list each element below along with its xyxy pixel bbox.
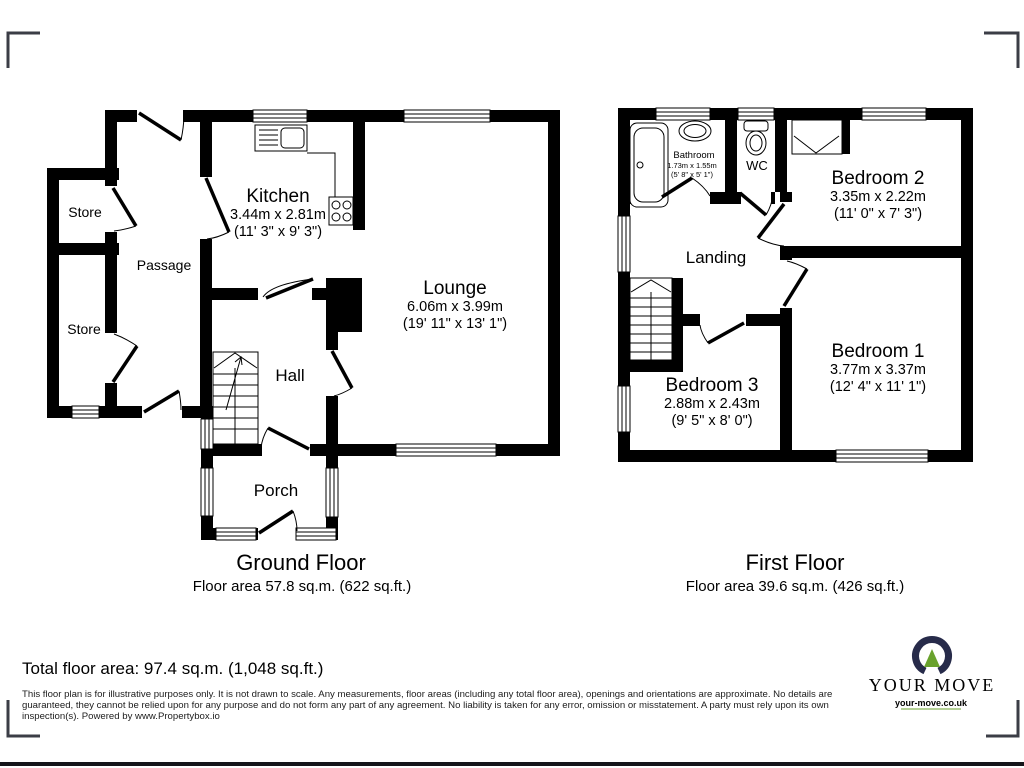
- basin-icon: [679, 121, 711, 141]
- kitchen-dims-imperial: (11' 3" x 9' 3"): [233, 224, 323, 240]
- disclaimer-line-1: This floor plan is for illustrative purposes only. It is not drawn to scale. Any measurements, floor areas (including any total floor area), openings and orientations are approximate. No details are: [22, 689, 833, 700]
- landing-label: Landing: [685, 248, 747, 267]
- hall-label: Hall: [275, 366, 305, 385]
- bedroom1-window: [836, 450, 928, 462]
- floor-titles: [193, 550, 904, 595]
- passage-label: Passage: [136, 257, 192, 273]
- bottom-rule: [0, 762, 1024, 766]
- disclaimer-line-3: inspection(s). Powered by www.Propertybox.io: [22, 711, 220, 722]
- porch-right-window: [326, 468, 338, 517]
- bedroom3-label: Bedroom 3: [665, 375, 759, 396]
- wc-window: [738, 108, 774, 120]
- bedroom1-dims-metric: 3.77m x 3.37m: [830, 362, 926, 378]
- ground-stairs: [213, 352, 258, 444]
- bedroom1-dims-imperial: (12' 4" x 11' 1"): [829, 379, 927, 395]
- porch-bottom-window-left: [216, 528, 256, 540]
- total-floor-area: Total floor area: 97.4 sq.m. (1,048 sq.ft.): [22, 659, 324, 678]
- first-floor-area: Floor area 39.6 sq.m. (426 sq.ft.): [685, 578, 905, 595]
- lounge-dims-metric: 6.06m x 3.99m: [407, 299, 503, 315]
- bedroom2-dims-imperial: (11' 0" x 7' 3"): [833, 206, 923, 222]
- lounge-label: Lounge: [423, 278, 487, 299]
- hob-icon: [329, 197, 353, 225]
- bedroom3-dims-imperial: (9' 5" x 8' 0"): [671, 413, 753, 429]
- lounge-bottom-window: [396, 444, 496, 456]
- bedroom2-window: [862, 108, 926, 120]
- bedroom3-window: [618, 386, 630, 432]
- store-bottom-label: Store: [67, 321, 101, 337]
- bedroom3-dims-metric: 2.88m x 2.43m: [664, 396, 760, 412]
- store-window: [72, 406, 99, 418]
- ground-floor-plan: [47, 110, 560, 540]
- logo-triangle-icon: [924, 649, 940, 667]
- landing-window: [618, 216, 630, 272]
- ground-floor-title: Ground Floor: [236, 550, 366, 575]
- bedroom2-dims-metric: 3.35m x 2.22m: [830, 189, 926, 205]
- first-floor-plan: [618, 108, 973, 462]
- corner-mark-bottom-right: [986, 700, 1018, 736]
- lounge-top-window: [404, 110, 490, 122]
- disclaimer-line-2: guaranteed, they cannot be relied upon for any purpose and do not form any part of any agreement. No liability is taken for any error, omission or misstatement. A party must rely upon its own: [22, 700, 829, 711]
- wardrobe-icon: [792, 120, 842, 154]
- porch-bottom-window-right: [296, 528, 336, 540]
- corner-mark-top-right: [984, 33, 1018, 68]
- first-stairs: [630, 278, 672, 360]
- bathroom-dims-imperial: (5' 8" x 5' 1"): [671, 170, 713, 179]
- toilet-icon: [744, 121, 768, 155]
- first-floor-title: First Floor: [745, 550, 845, 575]
- porch-left-window: [201, 468, 213, 516]
- hall-side-window: [201, 419, 213, 449]
- summary-block: [22, 659, 832, 722]
- your-move-logo: [869, 640, 996, 709]
- bedroom1-label: Bedroom 1: [831, 341, 925, 362]
- porch-label: Porch: [253, 481, 299, 500]
- bathroom-dims-metric: 1.73m x 1.55m: [667, 161, 717, 170]
- brand-website: your-move.co.uk: [894, 698, 968, 708]
- brand-name: YOUR MOVE: [868, 675, 996, 695]
- lounge-dims-imperial: (19' 11" x 13' 1"): [402, 316, 508, 332]
- wc-label: WC: [746, 158, 768, 173]
- kitchen-label: Kitchen: [246, 186, 310, 207]
- ground-doors: [113, 113, 352, 533]
- store-top-label: Store: [68, 204, 102, 220]
- kitchen-window: [253, 110, 307, 122]
- ground-floor-area: Floor area 57.8 sq.m. (622 sq.ft.): [192, 578, 412, 595]
- bathtub-icon: [630, 123, 668, 207]
- bedroom2-label: Bedroom 2: [831, 168, 925, 189]
- bathroom-label: Bathroom: [673, 150, 715, 161]
- corner-mark-top-left: [8, 33, 40, 68]
- kitchen-dims-metric: 3.44m x 2.81m: [230, 207, 326, 223]
- bathroom-window: [656, 108, 710, 120]
